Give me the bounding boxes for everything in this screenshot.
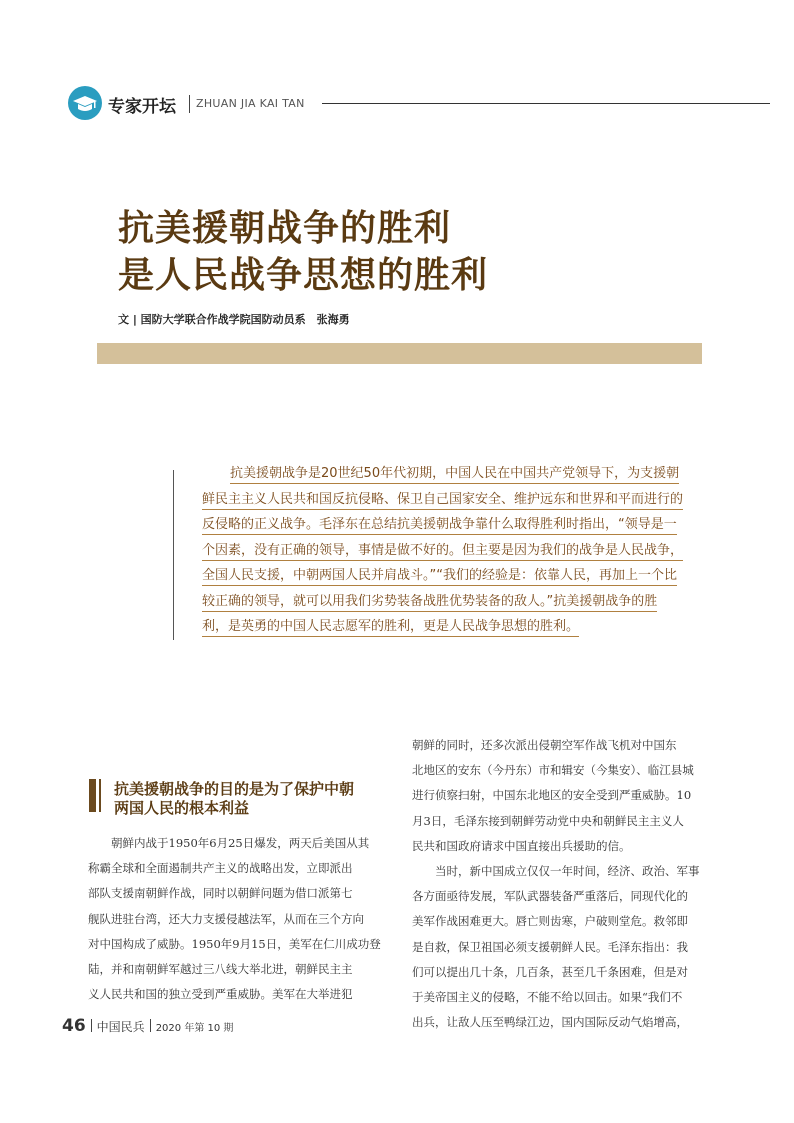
text-line: 抗美援朝战争是20世纪50年代初期，中国人民在中国共产党领导下，为支援朝 bbox=[230, 465, 679, 484]
text-line: 鲜民主主义人民共和国反抗侵略、保卫自己国家安全、维护远东和世界和平而进行的 bbox=[202, 491, 683, 510]
section-marker bbox=[89, 779, 96, 812]
text-line: 民共和国政府请求中国直接出兵援助的信。 bbox=[412, 838, 631, 853]
page-number: 46 bbox=[62, 1016, 86, 1036]
text-line: 利，是英勇的中国人民志愿军的胜利，更是人民战争思想的胜利。 bbox=[202, 618, 579, 637]
text-line: 个因素，没有正确的领导，事情是做不好的。但主要是因为我们的战争是人民战争， bbox=[202, 542, 683, 561]
text-line: 是自救，保卫祖国必须支援朝鲜人民。毛泽东指出：我 bbox=[412, 939, 688, 954]
text-line: 北地区的安东（今丹东）市和辑安（今集安）、临江县城 bbox=[412, 763, 694, 778]
article-title-line: 抗美援朝战争的胜利 bbox=[118, 208, 452, 249]
issue: 2020 年第 10 期 bbox=[155, 1023, 234, 1034]
text-line: 于美帝国主义的侵略，不能不给以回击。如果“我们不 bbox=[412, 990, 683, 1004]
text-line: 反侵略的正义战争。毛泽东在总结抗美援朝战争靠什么取得胜利时指出，“领导是一 bbox=[202, 516, 677, 535]
section-heading-line: 抗美援朝战争的目的是为了保护中朝 bbox=[114, 780, 355, 798]
graduation-cap-icon bbox=[68, 86, 102, 120]
text-line: 部队支援南朝鲜作战，同时以朝鲜问题为借口派第七 bbox=[88, 886, 353, 901]
divider bbox=[189, 95, 190, 113]
column-name-en: ZHUAN JIA KAI TAN bbox=[196, 97, 305, 110]
text-line: 陆，并和南朝鲜军越过三八线大举北进，朝鲜民主主 bbox=[88, 962, 353, 976]
text-line: 出兵，让敌人压至鸭绿江边，国内国际反动气焰增高， bbox=[412, 1015, 688, 1030]
text-line: 们可以提出几十条，几百条，甚至几千条困难，但是对 bbox=[412, 964, 688, 979]
text-line: 舰队进驻台湾，还大力支援侵越法军，从而在三个方向 bbox=[88, 911, 364, 926]
column-name: 专家开坛 bbox=[108, 97, 176, 117]
text-line: 进行侦察扫射，中国东北地区的安全受到严重威胁。10 bbox=[412, 788, 692, 803]
text-line: 朝鲜内战于1950年6月25日爆发，两天后美国从其 bbox=[88, 836, 370, 850]
byline: 文 | 国防大学联合作战学院国防动员系 张海勇 bbox=[118, 313, 350, 326]
text-line: 朝鲜的同时，还多次派出侵朝空军作战飞机对中国东 bbox=[412, 738, 677, 752]
decorative-band bbox=[97, 343, 702, 364]
text-line: 全国人民支援，中朝两国人民并肩战斗。”“我们的经验是：依靠人民，再加上一个比 bbox=[202, 567, 677, 586]
text-line: 美军作战困难更大。唇亡则齿寒，户破则堂危。救邻即 bbox=[412, 914, 688, 929]
text-line: 月3日，毛泽东接到朝鲜劳动党中央和朝鲜民主主义人 bbox=[412, 813, 684, 828]
page-footer bbox=[62, 1016, 233, 1036]
text-line: 当时，新中国成立仅仅一年时间，经济、政治、军事 bbox=[412, 864, 700, 878]
text-line: 义人民共和国的独立受到严重威胁。美军在大举进犯 bbox=[88, 987, 353, 1002]
magazine-name: 中国民兵 bbox=[96, 1020, 145, 1034]
text-line: 各方面亟待发展，军队武器装备严重落后，同现代化的 bbox=[412, 889, 688, 904]
text-line: 称霸全球和全面遏制共产主义的战略出发，立即派出 bbox=[88, 861, 353, 876]
header-rule bbox=[322, 103, 770, 104]
section-heading-line: 两国人民的根本利益 bbox=[114, 799, 250, 817]
article-title-line: 是人民战争思想的胜利 bbox=[118, 255, 489, 296]
text-line: 对中国构成了威胁。1950年9月15日，美军在仁川成功登 bbox=[88, 936, 381, 951]
intro-bar bbox=[173, 470, 174, 640]
text-line: 较正确的领导，就可以用我们劣势装备战胜优势装备的敌人。”抗美援朝战争的胜 bbox=[202, 593, 657, 612]
section-marker bbox=[99, 779, 101, 812]
